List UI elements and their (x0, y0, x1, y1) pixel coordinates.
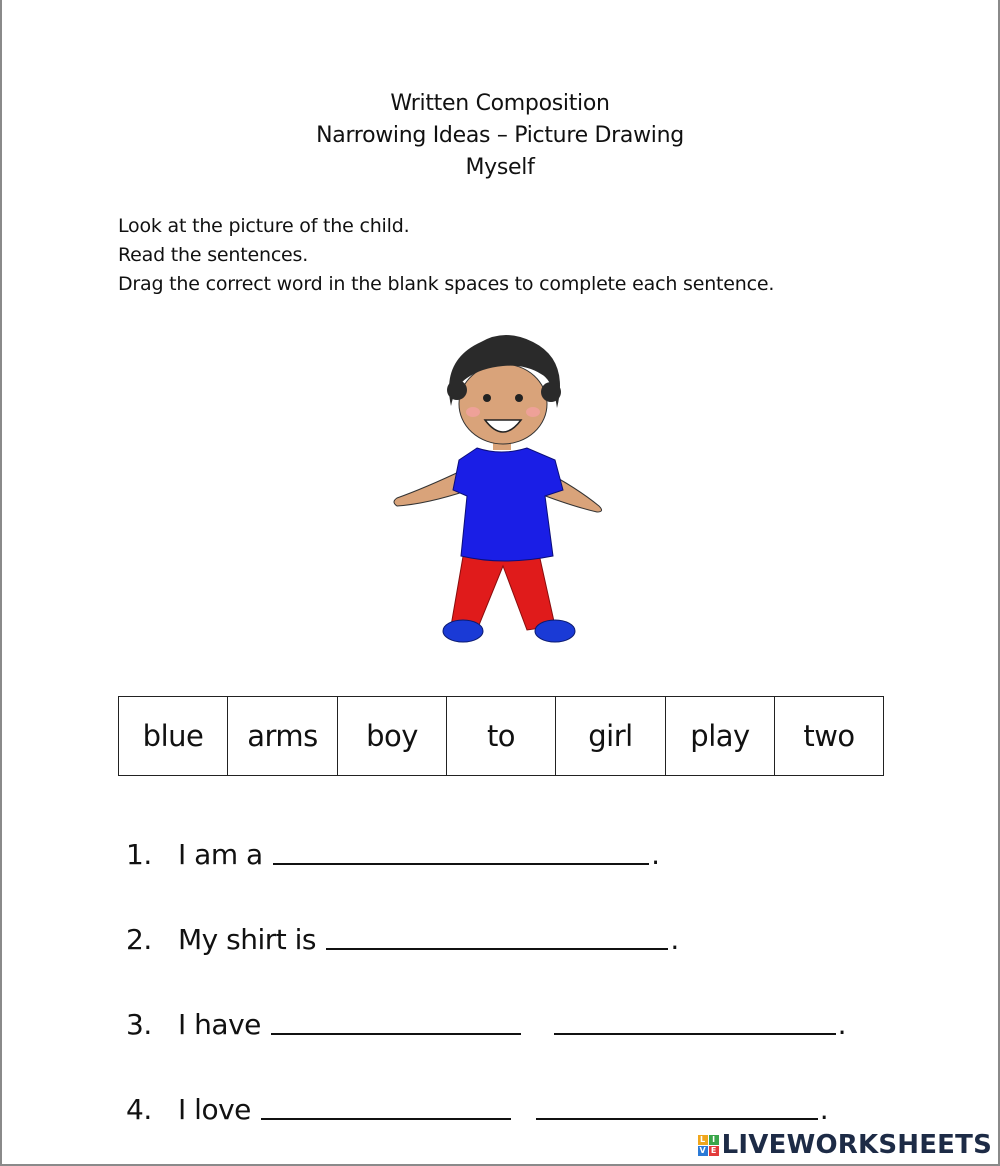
header-topic: Myself (465, 155, 535, 180)
sentence-4 (126, 1093, 828, 1126)
sentence-1 (126, 838, 659, 871)
sentence-end: . (651, 838, 660, 871)
header-subtitle: Narrowing Ideas – Picture Drawing (316, 123, 684, 148)
sentence-number: 1. (126, 838, 152, 871)
liveworksheets-brand (698, 1130, 992, 1160)
answer-blank[interactable] (554, 1033, 836, 1035)
instructions (118, 212, 774, 299)
answer-blank[interactable] (273, 863, 649, 865)
hair-curl (447, 380, 467, 400)
word-two[interactable]: two (775, 697, 884, 776)
answer-blank[interactable] (536, 1118, 818, 1120)
sentence-end: . (670, 923, 679, 956)
child-illustration (385, 320, 615, 650)
sentence-number: 4. (126, 1093, 152, 1126)
hair-curl (541, 382, 561, 402)
left-cheek (466, 407, 480, 417)
sentence-text: I have (178, 1008, 261, 1041)
answer-blank[interactable] (261, 1118, 511, 1120)
sentence-number: 2. (126, 923, 152, 956)
word-girl[interactable]: girl (556, 697, 666, 776)
sentence-2 (126, 923, 679, 956)
worksheet-header (0, 88, 1000, 184)
brand-name: LIVEWORKSHEETS (721, 1130, 992, 1160)
sentence-text: I am a (178, 838, 263, 871)
header-title: Written Composition (390, 91, 610, 116)
instruction-line: Read the sentences. (118, 244, 309, 266)
answer-blank[interactable] (271, 1033, 521, 1035)
logo-letter: L (698, 1135, 708, 1145)
shirt (453, 448, 563, 561)
word-boy[interactable]: boy (338, 697, 447, 776)
word-blue[interactable]: blue (119, 697, 228, 776)
word-to[interactable]: to (447, 697, 556, 776)
right-shoe (535, 620, 575, 642)
word-arms[interactable]: arms (228, 697, 338, 776)
sentence-text: I love (178, 1093, 251, 1126)
sentence-end: . (837, 1008, 847, 1041)
sentence-text: My shirt is (178, 923, 316, 956)
logo-letter: I (709, 1135, 719, 1145)
word-play[interactable]: play (666, 697, 775, 776)
instruction-line: Look at the picture of the child. (118, 215, 410, 237)
instruction-line: Drag the correct word in the blank spaces to complete each sentence. (118, 273, 775, 295)
left-eye (483, 394, 491, 402)
liveworksheets-logo-icon (698, 1135, 719, 1156)
logo-letter: E (709, 1146, 719, 1156)
sentence-3 (126, 1008, 846, 1041)
answer-blank[interactable] (326, 948, 668, 950)
sentence-number: 3. (126, 1008, 152, 1041)
right-eye (515, 394, 523, 402)
right-cheek (526, 407, 540, 417)
word-bank (118, 696, 884, 776)
logo-letter: V (699, 1145, 706, 1155)
left-shoe (443, 620, 483, 642)
sentence-end: . (819, 1093, 829, 1126)
